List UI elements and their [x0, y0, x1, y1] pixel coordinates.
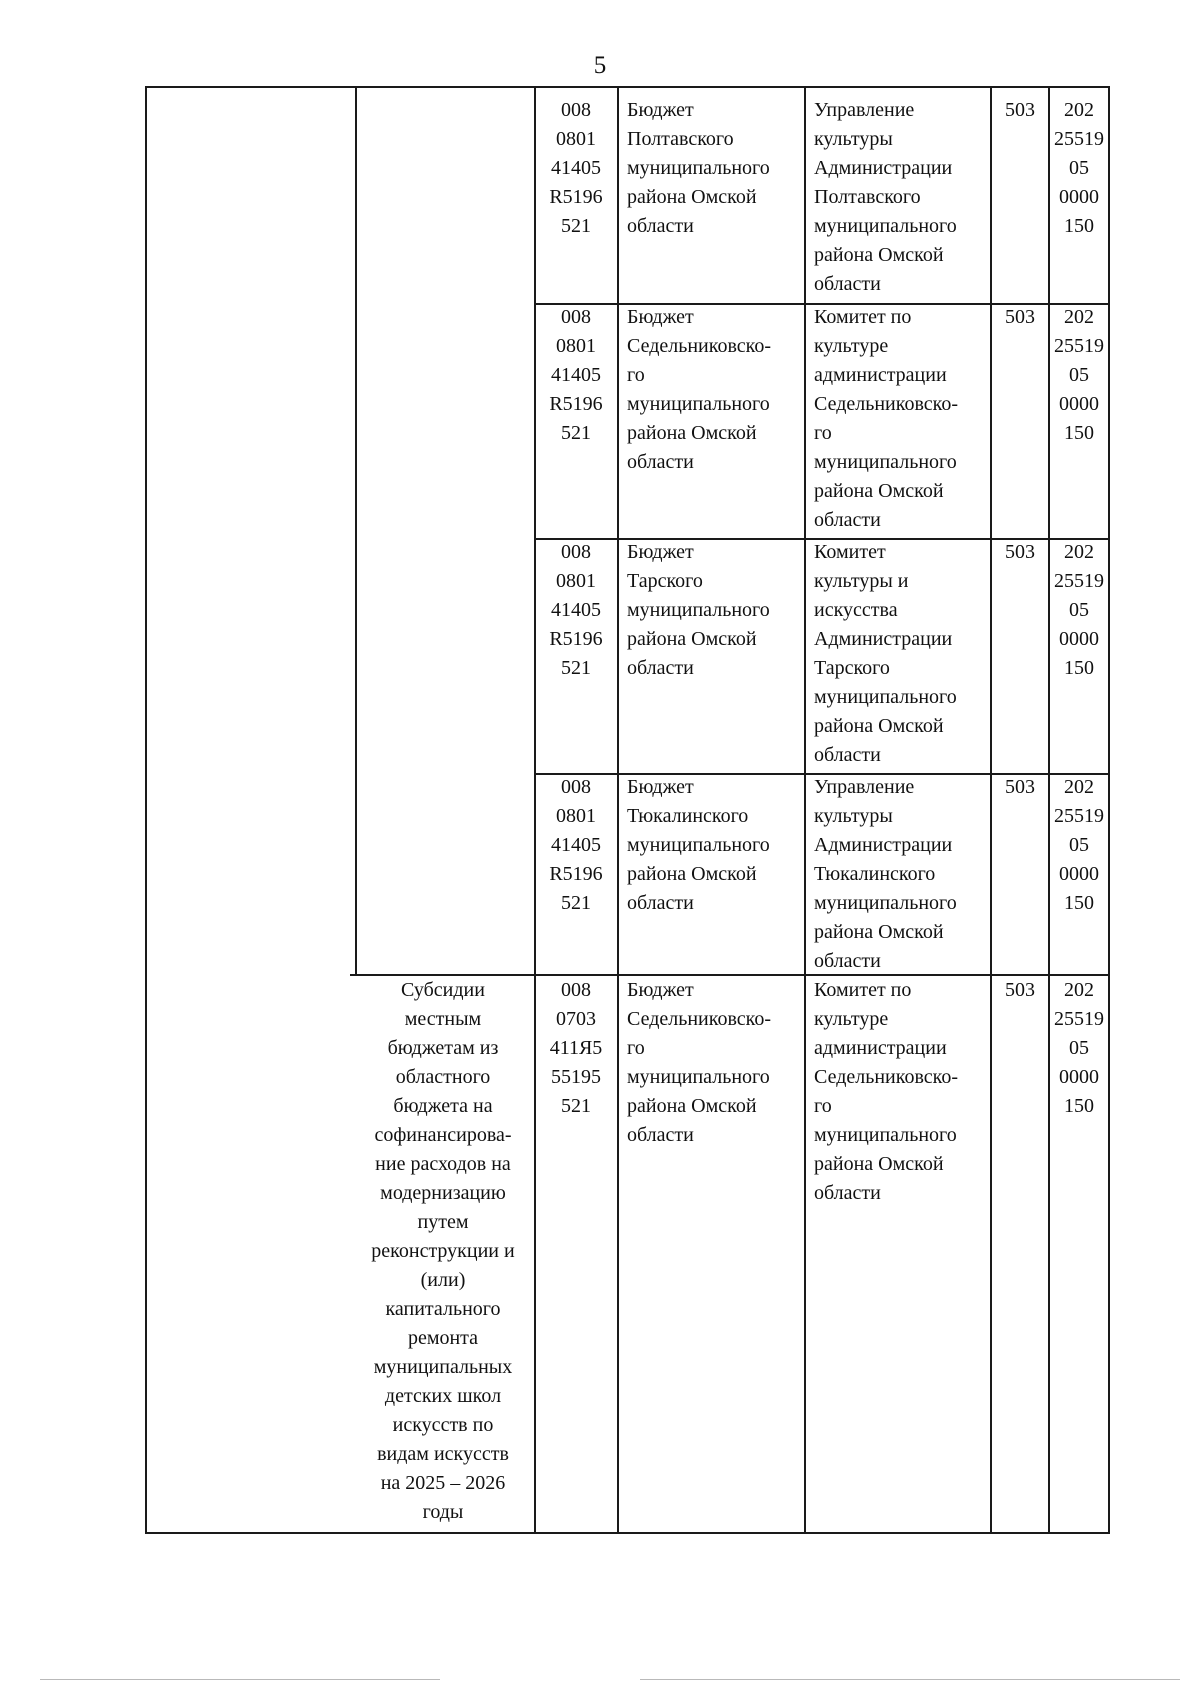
income-code: 202 25519 05 0000 150	[1054, 99, 1104, 237]
income-code: 202 25519 05 0000 150	[1054, 306, 1104, 444]
kbk-code: 008 0801 41405 R5196 521	[549, 541, 603, 679]
page-number: 5	[593, 52, 607, 79]
budget-name: Бюджет Тарского муниципального района Омской области	[627, 541, 770, 679]
subsidy-description: Субсидии местным бюджетам из областного бюджета на софинансирова- ние расходов на модернизацию путем реконструкции и (или) капитального ремонта муниципальных детских школ искусств по видам искусств на 2025 – 2026 годы	[371, 979, 515, 1523]
scan-artifact	[640, 1679, 1180, 1680]
administrator-name: Управление культуры Администрации Полтавского муниципального района Омской области	[814, 99, 957, 295]
administrator-name: Комитет по культуре администрации Седельниковско- го муниципального района Омской области	[814, 306, 959, 531]
income-code: 202 25519 05 0000 150	[1054, 979, 1104, 1117]
administrator-name: Управление культуры Администрации Тюкалинского муниципального района Омской области	[814, 776, 957, 972]
kbk-code: 008 0801 41405 R5196 521	[549, 306, 603, 444]
admin-code: 503	[1005, 541, 1035, 563]
kbk-code: 008 0703 411Я5 55195 521	[549, 979, 603, 1117]
budget-name: Бюджет Седельниковско- го муниципального района Омской области	[627, 306, 772, 473]
income-code: 202 25519 05 0000 150	[1054, 776, 1104, 914]
administrator-name: Комитет по культуре администрации Седельниковско- го муниципального района Омской области	[814, 979, 959, 1204]
budget-name: Бюджет Тюкалинского муниципального района Омской области	[627, 776, 770, 914]
budget-name: Бюджет Седельниковско- го муниципального района Омской области	[627, 979, 772, 1146]
income-code: 202 25519 05 0000 150	[1054, 541, 1104, 679]
administrator-name: Комитет культуры и искусства Администрации Тарского муниципального района Омской области	[814, 541, 957, 766]
kbk-code: 008 0801 41405 R5196 521	[549, 776, 603, 914]
admin-code: 503	[1005, 306, 1035, 328]
admin-code: 503	[1005, 99, 1035, 121]
budget-name: Бюджет Полтавского муниципального района Омской области	[627, 99, 770, 237]
kbk-code: 008 0801 41405 R5196 521	[549, 99, 603, 237]
admin-code: 503	[1005, 776, 1035, 798]
admin-code: 503	[1005, 979, 1035, 1001]
scan-artifact	[40, 1679, 440, 1680]
